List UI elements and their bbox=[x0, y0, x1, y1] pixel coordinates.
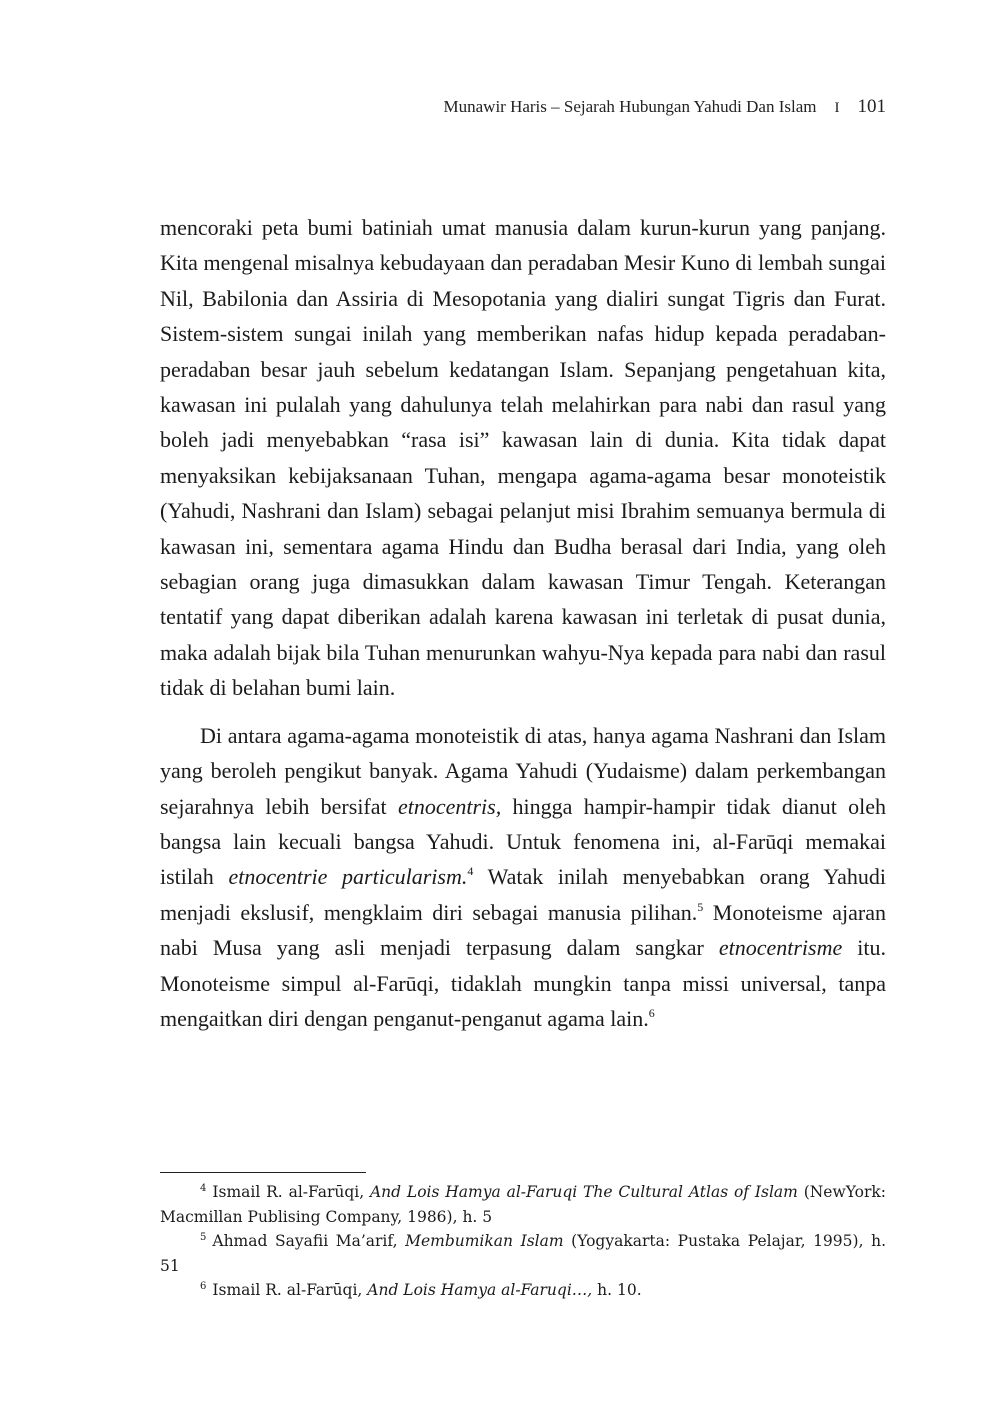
footnote-ref-6[interactable]: 6 bbox=[648, 1005, 655, 1020]
paragraph-2 bbox=[160, 718, 886, 1037]
header-separator: I bbox=[834, 100, 840, 116]
footnote-ref-4[interactable]: 4 bbox=[467, 864, 474, 879]
body-text bbox=[160, 210, 886, 1036]
footnote-title: And Lois Hamya al-Faruqi…, bbox=[367, 1281, 593, 1299]
footnote-text: (NewYork: Macmillan Publising Company, 1986), h. 5 bbox=[160, 1183, 886, 1226]
paragraph-2-text-b: hingga hampir-hampir tidak dianut oleh bangsa lain kecuali bangsa Yahudi. Untuk fenomena ini, al-Farūqi memakai istilah bbox=[160, 793, 887, 890]
paragraph-2-text-d: Monoteisme ajaran nabi Musa yang asli menjadi terpasung dalam sangkar bbox=[160, 899, 886, 961]
footnote-text: h. 10. bbox=[592, 1281, 642, 1299]
footnote-5 bbox=[160, 1229, 886, 1278]
paragraph-2-text-e: itu. Monoteisme simpul al-Farūqi, tidaklah mungkin tanpa missi universal, tanpa mengaitkan diri dengan penganut-penganut agama lain. bbox=[160, 935, 886, 1031]
paragraph-1: mencoraki peta bumi batiniah umat manusia dalam kurun-kurun yang panjang. Kita mengenal misalnya kebudayaan dan peradaban Mesir Kuno di lembah sungai Nil, Babilonia dan Assiria di Mesopotania yang dialiri sungat Tigris dan Furat. Sistem-sistem sungai inilah yang memberikan nafas hidup kepada peradaban-peradaban besar jauh sebelum kedatangan Islam. Sepanjang pengetahuan kita, kawasan ini pulalah yang dahulunya telah melahirkan para nabi dan rasul yang boleh jadi menyebabkan “rasa isi” kawasan lain di dunia. Kita tidak dapat menyaksikan kebijaksanaan Tuhan, mengapa agama-agama besar monoteistik (Yahudi, Nashrani dan Islam) sebagai pelanjut misi Ibrahim semuanya bermula di kawasan ini, sementara agama Hindu dan Budha berasal dari India, yang oleh sebagian orang juga dimasukkan dalam kawasan Timur Tengah. Keterangan tentatif yang dapat diberikan adalah karena kawasan ini terletak di pusat dunia, maka adalah bijak bila Tuhan menurunkan wahyu-Nya kepada para nabi dan rasul tidak di belahan bumi lain. bbox=[160, 215, 886, 701]
footnote-ref-5[interactable]: 5 bbox=[697, 899, 704, 914]
running-title: Munawir Haris – Sejarah Hubungan Yahudi Dan Islam bbox=[443, 97, 817, 116]
footnote-number: 6 bbox=[200, 1281, 207, 1292]
footnote-text: Ismail R. al-Farūqi, bbox=[212, 1183, 370, 1201]
paragraph-2-text-a: Di antara agama-agama monoteistik di atas, hanya agama Nashrani dan Islam yang beroleh pengikut banyak. Agama Yahudi (Yudaisme) dalam perkembangan sejarahnya lebih bersifat bbox=[160, 722, 886, 819]
footnote-text: Ahmad Sayafii Ma’arif, bbox=[212, 1232, 406, 1250]
footnote-text: (Yogyakarta: Pustaka Pelajar, 1995), h. 51 bbox=[160, 1232, 886, 1275]
footnote-title: Membumikan Islam bbox=[405, 1232, 564, 1250]
footnote-number: 5 bbox=[200, 1232, 207, 1243]
term-etnocentris: etnocentris, bbox=[397, 793, 502, 819]
footnote-title: And Lois Hamya al-Faruqi The Cultural Atlas of Islam bbox=[369, 1183, 798, 1201]
footnote-6 bbox=[160, 1278, 886, 1303]
term-etnocentrisme: etnocentrisme bbox=[718, 935, 843, 961]
footnote-number: 4 bbox=[200, 1183, 207, 1194]
footnote-4 bbox=[160, 1180, 886, 1229]
footnote-divider bbox=[160, 1172, 366, 1173]
running-header bbox=[444, 96, 887, 118]
footnotes bbox=[160, 1180, 886, 1303]
paragraph-2-text-c: Watak inilah menyebabkan orang Yahudi menjadi ekslusif, mengklaim diri sebagai manusia pilihan. bbox=[160, 864, 886, 925]
page-number: 101 bbox=[857, 96, 886, 117]
footnote-text: Ismail R. al-Farūqi, bbox=[212, 1281, 368, 1299]
term-etnocentrie-particularism: etnocentrie particularism. bbox=[228, 864, 468, 890]
